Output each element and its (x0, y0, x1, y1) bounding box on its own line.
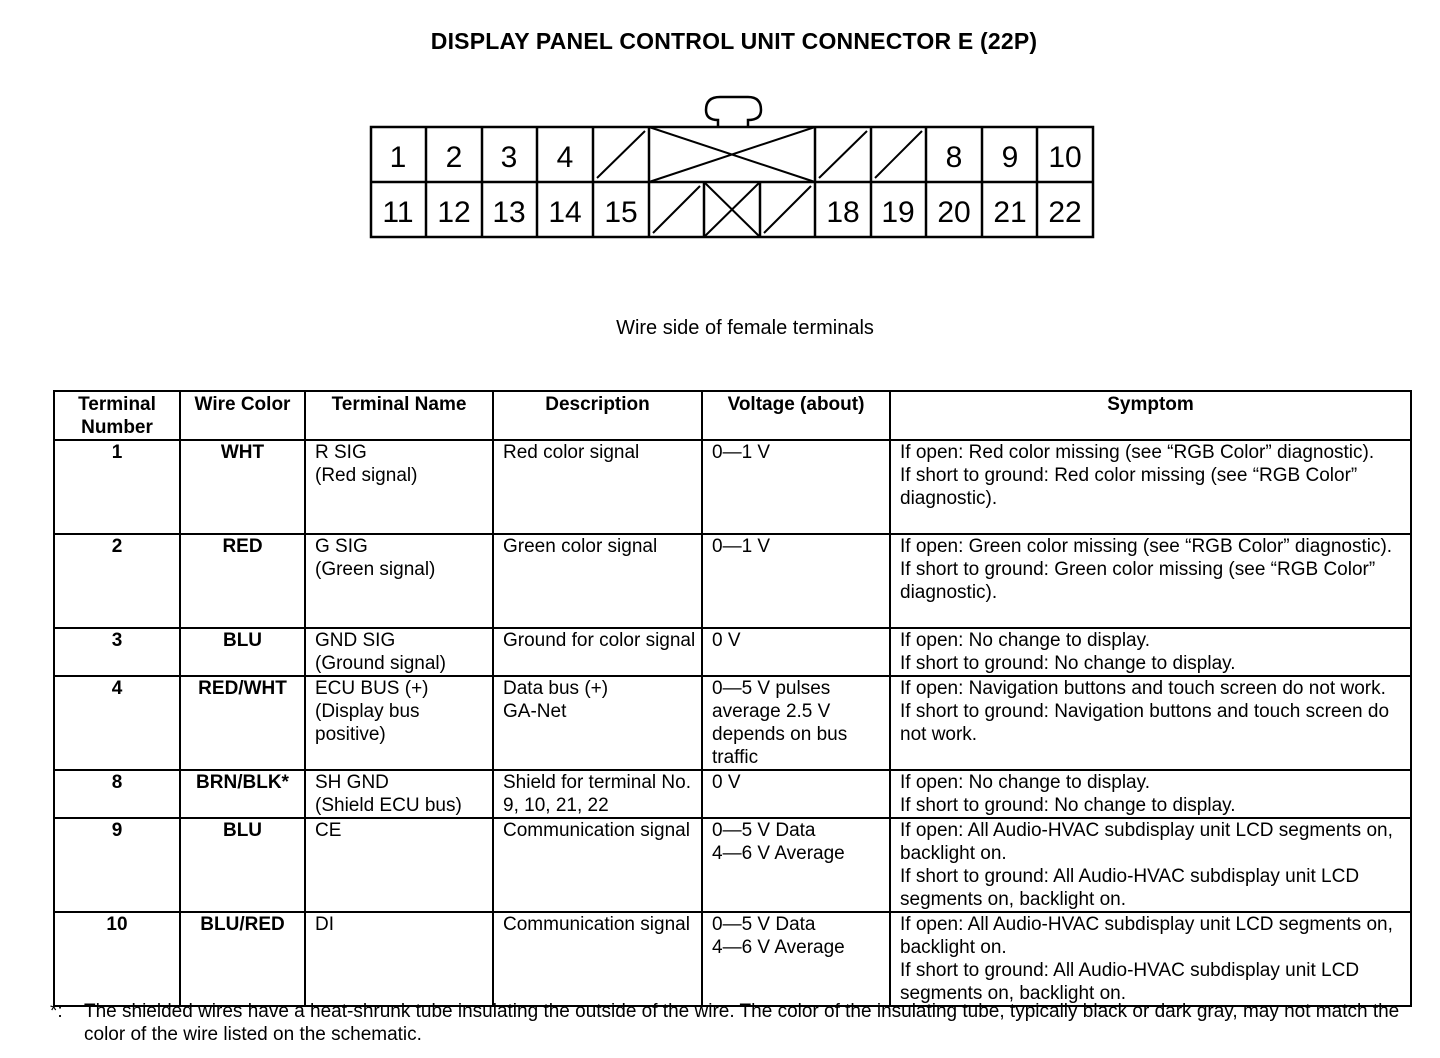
terminal-name-cell (305, 770, 493, 818)
terminal-table (53, 390, 1412, 1007)
terminal-name-line: (Red signal) (315, 465, 418, 486)
pin-label: 1 (389, 141, 407, 174)
wire-color-cell: RED/WHT (180, 676, 305, 770)
description-cell (493, 676, 702, 770)
symptom-line: If open: Red color missing (see “RGB Color” diagnostic). (900, 442, 1375, 463)
pin-label: 9 (1001, 141, 1019, 174)
header-wire-color: Wire Color (180, 391, 305, 440)
symptom-line: If open: No change to display. (900, 630, 1150, 651)
voltage-line: 0—1 V (712, 536, 771, 557)
voltage-cell (702, 676, 890, 770)
symptom-cell (890, 676, 1411, 770)
wire-color-cell: BLU/RED (180, 912, 305, 1006)
voltage-line: 0 V (712, 630, 741, 651)
header-voltage: Voltage (about) (702, 391, 890, 440)
voltage-cell (702, 770, 890, 818)
wire-color-cell: BLU (180, 628, 305, 676)
connector-diagram (0, 0, 1440, 300)
terminal-name-line: (Ground signal) (315, 653, 446, 674)
pin-label: 3 (500, 141, 518, 174)
symptom-cell (890, 628, 1411, 676)
description-line: Data bus (+) (503, 678, 609, 699)
terminal-name-cell (305, 534, 493, 628)
symptom-cell (890, 770, 1411, 818)
wire-color-cell: BLU (180, 818, 305, 912)
symptom-line: If short to ground: Navigation buttons and touch screen do not work. (900, 701, 1390, 745)
header-terminal-line: Terminal (78, 394, 156, 415)
table-row (54, 912, 1411, 1006)
terminal-number-cell: 3 (54, 628, 180, 676)
description-line: Green color signal (503, 536, 658, 557)
voltage-line: 0—5 V Data (712, 914, 816, 935)
symptom-cell (890, 534, 1411, 628)
terminal-number-cell: 10 (54, 912, 180, 1006)
description-cell (493, 912, 702, 1006)
terminal-name-line: R SIG (315, 442, 367, 463)
pin-label: 8 (945, 141, 963, 174)
symptom-line: If short to ground: No change to display. (900, 795, 1236, 816)
description-cell (493, 440, 702, 534)
terminal-name-line: GND SIG (315, 630, 396, 651)
symptom-cell (890, 912, 1411, 1006)
pin-label: 13 (492, 196, 526, 229)
voltage-line: 0—5 V pulses average 2.5 V depends on bus traffic (712, 678, 848, 768)
pin-label: 22 (1048, 196, 1082, 229)
voltage-line: 0 V (712, 772, 741, 793)
terminal-name-cell (305, 628, 493, 676)
table-header-row (54, 391, 1411, 440)
pin-label: 21 (993, 196, 1027, 229)
description-line: Red color signal (503, 442, 640, 463)
terminal-name-line: (Green signal) (315, 559, 436, 580)
terminal-name-cell (305, 440, 493, 534)
terminal-name-line: (Shield ECU bus) (315, 795, 462, 816)
symptom-line: If open: No change to display. (900, 772, 1150, 793)
description-line: Communication signal (503, 820, 690, 841)
voltage-line: 4—6 V Average (712, 843, 845, 864)
header-terminal-number (54, 391, 180, 440)
connector-caption: Wire side of female terminals (616, 317, 874, 339)
voltage-cell (702, 628, 890, 676)
pin-label: 19 (881, 196, 915, 229)
table-row (54, 770, 1411, 818)
header-symptom: Symptom (890, 391, 1411, 440)
symptom-line: If open: Navigation buttons and touch screen do not work. (900, 678, 1386, 699)
table-row (54, 676, 1411, 770)
description-cell (493, 770, 702, 818)
description-cell (493, 628, 702, 676)
symptom-line: If open: All Audio-HVAC subdisplay unit LCD segments on, backlight on. (900, 914, 1393, 958)
footnote-mark: *: (50, 1001, 63, 1022)
header-description: Description (493, 391, 702, 440)
pin-label: 14 (548, 196, 582, 229)
description-line: Ground for color signal (503, 630, 696, 651)
description-line: Communication signal (503, 914, 690, 935)
pin-label: 4 (556, 141, 574, 174)
header-terminal-name: Terminal Name (305, 391, 493, 440)
header-terminal-line: Number (81, 417, 153, 438)
connector-lock-tab (706, 97, 761, 127)
symptom-cell (890, 818, 1411, 912)
description-cell (493, 534, 702, 628)
wire-color-cell: BRN/BLK* (180, 770, 305, 818)
table-row (54, 440, 1411, 534)
description-cell (493, 818, 702, 912)
voltage-cell (702, 440, 890, 534)
voltage-cell (702, 912, 890, 1006)
footnote-text: The shielded wires have a heat-shrunk tube insulating the outside of the wire. The color of the insulating tube, typically black or dark gray, may not match the color of the wire listed on the schematic. (84, 1001, 1400, 1045)
symptom-line: If short to ground: Red color missing (see “RGB Color” diagnostic). (900, 465, 1358, 509)
symptom-line: If short to ground: All Audio-HVAC subdisplay unit LCD segments on, backlight on. (900, 866, 1360, 910)
symptom-line: If open: Green color missing (see “RGB Color” diagnostic). (900, 536, 1393, 557)
terminal-name-line: SH GND (315, 772, 389, 793)
terminal-number-cell: 1 (54, 440, 180, 534)
wire-color-cell: WHT (180, 440, 305, 534)
terminal-number-cell: 2 (54, 534, 180, 628)
page-title: DISPLAY PANEL CONTROL UNIT CONNECTOR E (22P) (430, 28, 1038, 54)
voltage-cell (702, 534, 890, 628)
terminal-number-cell: 4 (54, 676, 180, 770)
pin-label: 11 (382, 196, 414, 229)
pin-label: 2 (445, 141, 463, 174)
voltage-line: 0—1 V (712, 442, 771, 463)
table-row (54, 818, 1411, 912)
pin-label: 12 (437, 196, 471, 229)
pin-label: 10 (1048, 141, 1082, 174)
description-line: GA-Net (503, 701, 567, 722)
symptom-line: If open: All Audio-HVAC subdisplay unit LCD segments on, backlight on. (900, 820, 1393, 864)
table-row (54, 628, 1411, 676)
wire-color-cell: RED (180, 534, 305, 628)
voltage-cell (702, 818, 890, 912)
voltage-line: 0—5 V Data (712, 820, 816, 841)
terminal-name-cell (305, 818, 493, 912)
terminal-name-line: ECU BUS (+) (315, 678, 429, 699)
terminal-name-line: DI (315, 914, 334, 935)
pin-label: 15 (604, 196, 638, 229)
footnote (50, 1000, 1410, 1046)
description-line: Shield for terminal No. 9, 10, 21, 22 (503, 772, 691, 816)
symptom-line: If short to ground: Green color missing (see “RGB Color” diagnostic). (900, 559, 1376, 603)
terminal-name-line: CE (315, 820, 342, 841)
terminal-name-cell (305, 912, 493, 1006)
table-row (54, 534, 1411, 628)
symptom-cell (890, 440, 1411, 534)
symptom-line: If short to ground: No change to display. (900, 653, 1236, 674)
symptom-line: If short to ground: All Audio-HVAC subdisplay unit LCD segments on, backlight on. (900, 960, 1360, 1004)
voltage-line: 4—6 V Average (712, 937, 845, 958)
terminal-name-line: G SIG (315, 536, 368, 557)
terminal-name-line: (Display bus positive) (315, 701, 420, 745)
terminal-name-cell (305, 676, 493, 770)
pin-label: 18 (826, 196, 860, 229)
pin-label: 20 (937, 196, 971, 229)
terminal-number-cell: 8 (54, 770, 180, 818)
terminal-number-cell: 9 (54, 818, 180, 912)
